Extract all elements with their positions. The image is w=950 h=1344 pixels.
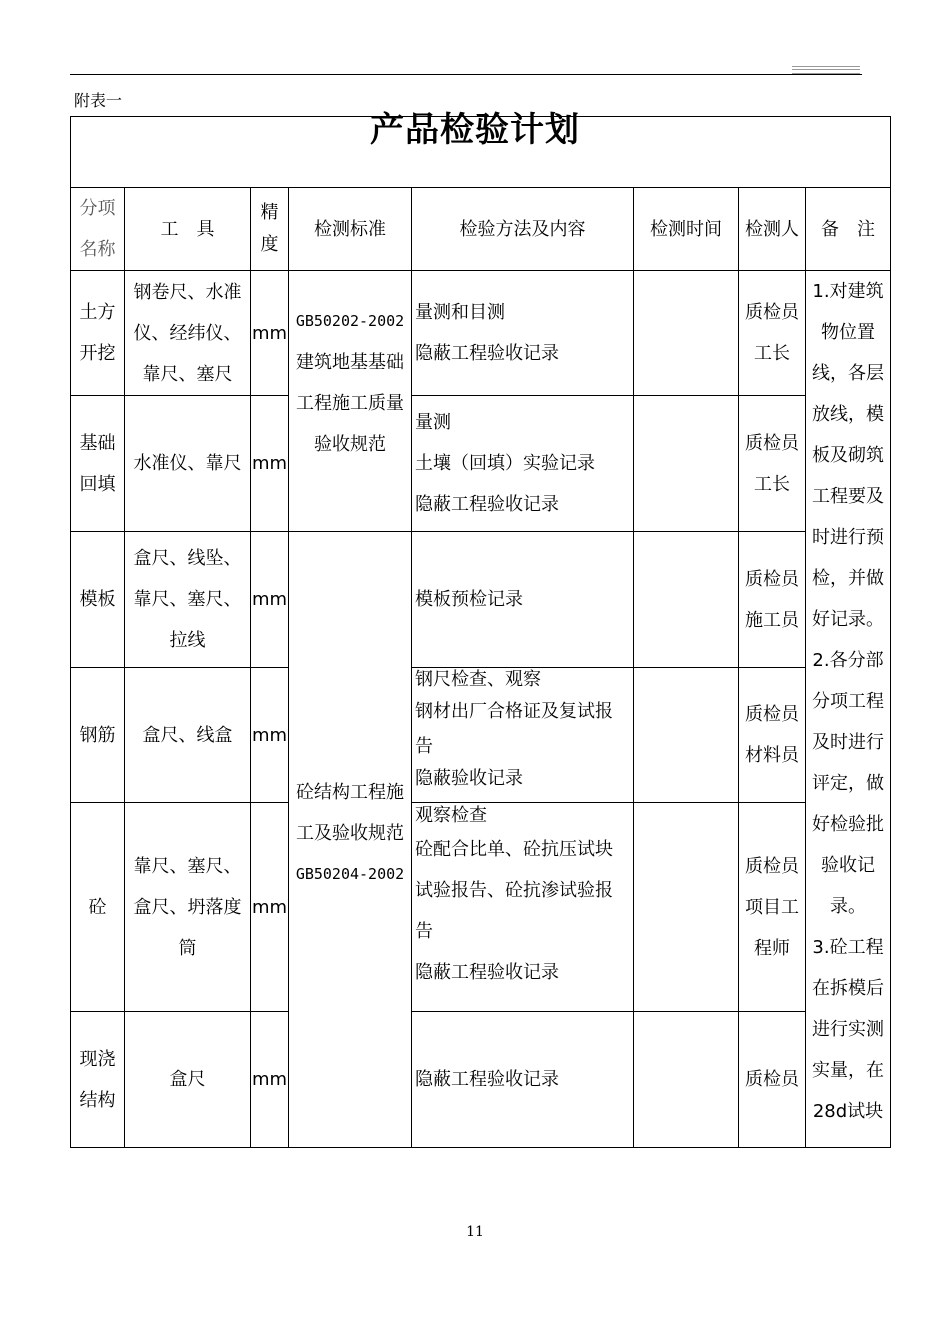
time-cell bbox=[634, 1012, 739, 1148]
time-cell bbox=[634, 532, 739, 668]
col-header-item-line1: 分项 bbox=[79, 198, 116, 219]
item-line: 土方 bbox=[79, 302, 116, 323]
inspector-cell bbox=[739, 1012, 806, 1148]
remarks-line: 时进行预 bbox=[812, 527, 884, 548]
remarks-line: 好检验批 bbox=[812, 814, 884, 835]
standard-line: GB50204-2002 bbox=[295, 865, 405, 883]
method-line: 试验报告、砼抗渗试验报 bbox=[415, 880, 613, 901]
inspector-cell bbox=[739, 668, 806, 803]
inspector-cell bbox=[739, 396, 806, 532]
remarks-line: 物位置 bbox=[821, 322, 875, 343]
col-header-inspector: 检测人 bbox=[739, 188, 806, 271]
inspector-line: 质检员 bbox=[745, 855, 799, 877]
item-line: 回填 bbox=[79, 473, 116, 495]
method-line: 隐蔽验收记录 bbox=[415, 768, 523, 789]
remarks-line: 2.各分部 bbox=[812, 650, 884, 671]
tools-cell bbox=[125, 271, 251, 396]
inspector-line: 质检员 bbox=[745, 704, 799, 725]
table-row bbox=[71, 803, 891, 1012]
title-row bbox=[71, 117, 891, 188]
precision-cell: mm bbox=[251, 396, 289, 532]
tools-line: 水准仪、靠尺 bbox=[133, 453, 242, 474]
remarks-line: 检，并做 bbox=[812, 568, 884, 589]
header-decoration bbox=[792, 66, 860, 74]
precision-cell: mm bbox=[251, 532, 289, 668]
tools-line: 钢卷尺、水准 bbox=[133, 281, 242, 303]
item-line: 模板 bbox=[79, 589, 116, 610]
col-header-standard: 检测标准 bbox=[289, 188, 412, 271]
tools-line: 盒尺 bbox=[169, 1069, 206, 1090]
inspector-line: 材料员 bbox=[745, 745, 799, 766]
header-row bbox=[71, 188, 891, 271]
method-line: 模板预检记录 bbox=[415, 589, 523, 610]
item-cell bbox=[71, 668, 125, 803]
inspector-line: 项目工 bbox=[745, 896, 799, 918]
remarks-line: 在拆模后 bbox=[812, 978, 884, 999]
header-rule bbox=[70, 74, 862, 75]
tools-cell bbox=[125, 396, 251, 532]
remarks-line: 1.对建筑 bbox=[812, 281, 884, 302]
method-cell bbox=[412, 803, 634, 1012]
method-line: 钢材出厂合格证及复试报 bbox=[415, 701, 613, 722]
remarks-line: 板及砌筑 bbox=[812, 445, 884, 466]
remarks-line: 好记录。 bbox=[812, 609, 884, 630]
inspector-cell bbox=[739, 532, 806, 668]
col-header-item-line2: 名称 bbox=[79, 239, 116, 260]
tools-line: 仪、经纬仪、 bbox=[133, 322, 242, 344]
time-cell bbox=[634, 668, 739, 803]
method-line: 告 bbox=[415, 736, 433, 757]
inspector-line: 施工员 bbox=[745, 609, 799, 631]
item-line: 结构 bbox=[79, 1089, 116, 1111]
inspector-cell bbox=[739, 271, 806, 396]
time-cell bbox=[634, 271, 739, 396]
precision-cell: mm bbox=[251, 271, 289, 396]
method-cell bbox=[412, 396, 634, 532]
method-line: 砼配合比单、砼抗压试块 bbox=[415, 839, 613, 860]
method-line: 隐蔽工程验收记录 bbox=[415, 1069, 559, 1090]
precision-cell: mm bbox=[251, 1012, 289, 1148]
tools-cell bbox=[125, 668, 251, 803]
inspector-line: 质检员 bbox=[745, 432, 799, 454]
remarks-line: 放线，模 bbox=[812, 404, 884, 425]
item-line: 钢筋 bbox=[79, 724, 116, 746]
standard-line: 验收规范 bbox=[314, 434, 386, 455]
remarks-line: 28d试块 bbox=[812, 1101, 884, 1122]
tools-cell bbox=[125, 1012, 251, 1148]
standard-cell-2 bbox=[289, 532, 412, 1148]
standard-line: GB50202-2002 bbox=[295, 312, 405, 330]
tools-line: 盒尺、线盒 bbox=[142, 724, 233, 746]
method-line: 量测 bbox=[415, 412, 451, 433]
col-header-precision-line2: 度 bbox=[260, 234, 279, 255]
col-header-precision bbox=[251, 188, 289, 271]
item-cell bbox=[71, 1012, 125, 1148]
table-row bbox=[71, 532, 891, 668]
col-header-tool: 工 具 bbox=[125, 188, 251, 271]
method-line: 隐蔽工程验收记录 bbox=[415, 343, 559, 364]
tools-line: 盒尺、线坠、 bbox=[133, 548, 242, 569]
standard-line: 建筑地基基础 bbox=[296, 352, 404, 373]
col-header-precision-line1: 精 bbox=[260, 202, 279, 223]
remarks-line: 分项工程 bbox=[812, 691, 884, 712]
remarks-line: 实量，在 bbox=[812, 1060, 884, 1081]
remarks-line: 线，各层 bbox=[812, 363, 884, 384]
col-header-item bbox=[71, 188, 125, 271]
standard-line: 工程施工质量 bbox=[296, 393, 404, 414]
inspection-plan-table bbox=[70, 116, 891, 1148]
method-line: 告 bbox=[415, 921, 433, 942]
standard-line: 工及验收规范 bbox=[296, 823, 404, 844]
time-cell bbox=[634, 803, 739, 1012]
method-line: 观察检查 bbox=[415, 805, 487, 826]
method-cell bbox=[412, 271, 634, 396]
remarks-line: 评定，做 bbox=[812, 773, 884, 794]
table-row bbox=[71, 1012, 891, 1148]
inspector-line: 程师 bbox=[754, 937, 790, 959]
item-line: 现浇 bbox=[79, 1048, 116, 1070]
precision-cell: mm bbox=[251, 668, 289, 803]
remarks-line: 录。 bbox=[830, 896, 866, 917]
tools-line: 靠尺、塞尺、 bbox=[133, 589, 242, 610]
remarks-line: 工程要及 bbox=[812, 486, 884, 507]
item-line: 基础 bbox=[79, 432, 116, 454]
inspector-line: 质检员 bbox=[745, 302, 799, 323]
standard-cell-1 bbox=[289, 271, 412, 532]
col-header-time: 检测时间 bbox=[634, 188, 739, 271]
attachment-label: 附表一 bbox=[74, 91, 123, 110]
remarks-line: 3.砼工程 bbox=[812, 937, 884, 958]
method-line: 量测和目测 bbox=[415, 302, 505, 323]
item-cell bbox=[71, 396, 125, 532]
page-title: 产品检验计划 bbox=[370, 110, 580, 150]
item-cell bbox=[71, 803, 125, 1012]
remarks-line: 进行实测 bbox=[812, 1019, 884, 1040]
precision-cell: mm bbox=[251, 803, 289, 1012]
table-row bbox=[71, 271, 891, 396]
tools-line: 筒 bbox=[178, 937, 197, 959]
col-header-method: 检验方法及内容 bbox=[412, 188, 634, 271]
method-cell bbox=[412, 532, 634, 668]
remarks-line: 及时进行 bbox=[812, 732, 884, 753]
tools-line: 靠尺、塞尺、 bbox=[133, 855, 242, 877]
title-cell bbox=[71, 117, 891, 188]
method-line: 钢尺检查、观察 bbox=[415, 669, 541, 690]
inspector-line: 工长 bbox=[754, 343, 790, 364]
remarks-line: 验收记 bbox=[821, 855, 875, 876]
inspector-line: 质检员 bbox=[745, 568, 799, 590]
time-cell bbox=[634, 396, 739, 532]
inspector-cell bbox=[739, 803, 806, 1012]
item-line: 开挖 bbox=[79, 343, 116, 364]
method-line: 土壤（回填）实验记录 bbox=[415, 453, 595, 474]
tools-line: 盒尺、坍落度 bbox=[133, 896, 242, 918]
inspector-line: 质检员 bbox=[745, 1069, 799, 1090]
method-cell bbox=[412, 1012, 634, 1148]
tools-line: 靠尺、塞尺 bbox=[142, 363, 233, 385]
method-cell bbox=[412, 668, 634, 803]
standard-line: 砼结构工程施 bbox=[296, 782, 404, 803]
method-line: 隐蔽工程验收记录 bbox=[415, 494, 559, 515]
page-number: 11 bbox=[466, 1224, 484, 1240]
table-row bbox=[71, 668, 891, 803]
item-line: 砼 bbox=[88, 896, 107, 918]
tools-line: 拉线 bbox=[169, 630, 206, 651]
col-header-remarks: 备 注 bbox=[806, 188, 891, 271]
inspector-line: 工长 bbox=[754, 473, 790, 495]
tools-cell bbox=[125, 803, 251, 1012]
item-cell bbox=[71, 532, 125, 668]
method-line: 隐蔽工程验收记录 bbox=[415, 962, 559, 983]
tools-cell bbox=[125, 532, 251, 668]
remarks-cell bbox=[806, 271, 891, 1148]
item-cell bbox=[71, 271, 125, 396]
table-row bbox=[71, 396, 891, 532]
